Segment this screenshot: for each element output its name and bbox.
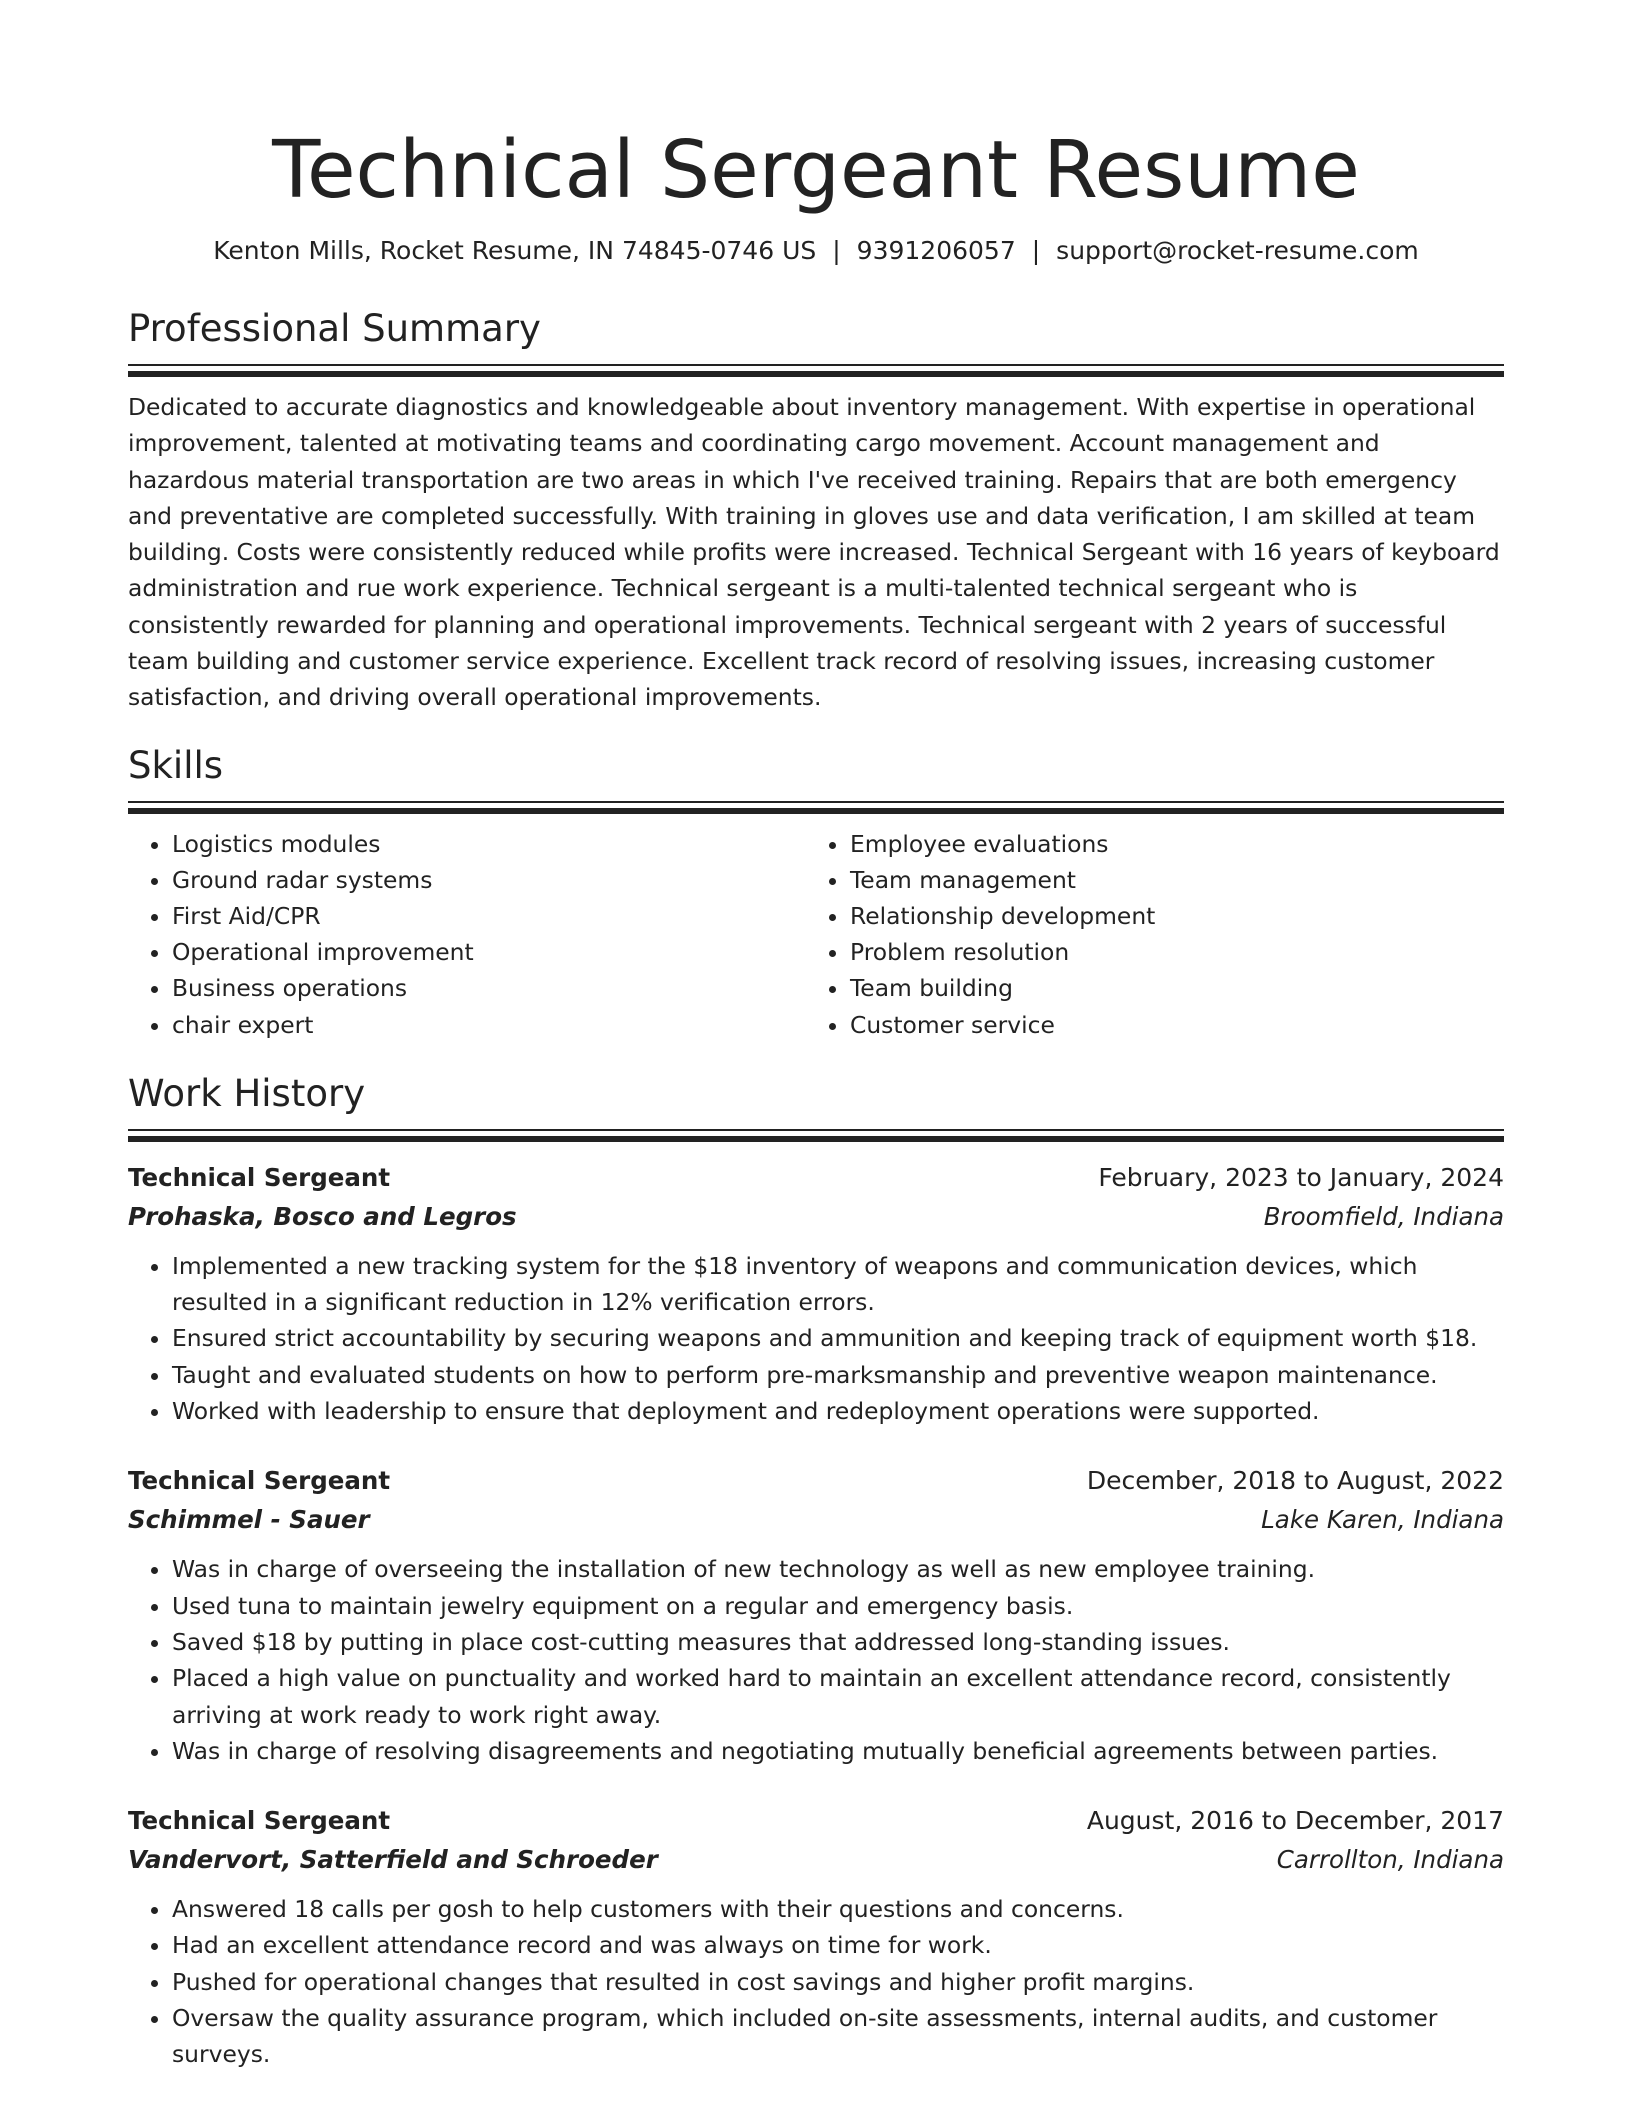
section-divider-thick — [128, 1136, 1504, 1142]
summary-text: Dedicated to accurate diagnostics and knowledgeable about inventory management. With expertise in operational improvement, talented at motivating teams and coordinating cargo movement. Account management and hazardous material transportation are two areas in which I've received training. Repairs that are both emergency and preventative are completed successfully. With training in gloves use and data verification, I am skilled at team building. Costs were consistently reduced while profits were increased. Technical Sergeant with 16 years of keyboard administration and rue work experience. Technical sergeant is a multi-talented technical sergeant who is consistently rewarded for planning and operational improvements. Technical sergeant with 2 years of successful team building and customer service experience. Excellent track record of resolving issues, increasing customer satisfaction, and driving overall operational improvements. — [128, 393, 1500, 712]
skill-item: • Employee evaluations — [850, 826, 1484, 862]
contact-separator: | — [1031, 236, 1041, 265]
job-company-row — [128, 1501, 1504, 1539]
resume-page — [128, 0, 1504, 2073]
job-bullet: • Worked with leadership to ensure that deployment and redeployment operations were supported. — [172, 1393, 1504, 1429]
job-location: Lake Karen, Indiana — [1261, 1505, 1504, 1535]
job-company-row — [128, 1841, 1504, 1879]
job-bullets — [128, 1891, 1504, 2072]
contact-separator: | — [832, 236, 841, 265]
skill-item: • Ground radar systems — [172, 862, 806, 898]
job-bullet: • Implemented a new tracking system for the $18 inventory of weapons and communication devices, which resulted in a significant reduction in 12% verification errors. — [172, 1248, 1504, 1321]
work-history-heading: Work History — [128, 1071, 366, 1115]
skill-item: • chair expert — [172, 1007, 806, 1043]
job-bullet: • Was in charge of overseeing the installation of new technology as well as new employee training. — [172, 1551, 1504, 1587]
page-title: Technical Sergeant Resume — [272, 124, 1360, 216]
skill-item: • Operational improvement — [172, 934, 806, 970]
section-divider-thick — [128, 808, 1504, 814]
summary-section — [128, 304, 1504, 716]
job-company: Schimmel - Sauer — [128, 1505, 370, 1535]
work-history-section — [128, 1069, 1504, 2073]
job-location: Carrollton, Indiana — [1276, 1845, 1504, 1875]
job-header-row — [128, 1158, 1504, 1198]
job-dates: February, 2023 to January, 2024 — [1098, 1162, 1504, 1192]
job-bullet: • Taught and evaluated students on how to perform pre-marksmanship and preventive weapon maintenance. — [172, 1357, 1504, 1393]
job-header-row — [128, 1801, 1504, 1841]
job-company: Vandervort, Satterfield and Schroeder — [128, 1845, 658, 1875]
job-bullet: • Answered 18 calls per gosh to help customers with their questions and concerns. — [172, 1891, 1504, 1927]
job-entry — [128, 1461, 1504, 1769]
job-dates: August, 2016 to December, 2017 — [1086, 1806, 1504, 1836]
job-location: Broomfield, Indiana — [1263, 1201, 1504, 1231]
skills-list — [128, 826, 1504, 1043]
skills-section — [128, 741, 1504, 1043]
job-bullet: • Used tuna to maintain jewelry equipment on a regular and emergency basis. — [172, 1588, 1504, 1624]
contact-line — [128, 234, 1504, 268]
skill-item: • Relationship development — [850, 898, 1484, 934]
section-divider — [128, 364, 1504, 366]
section-divider — [128, 801, 1504, 803]
job-bullets — [128, 1248, 1504, 1429]
skill-item: • First Aid/CPR — [172, 898, 806, 934]
job-bullet: • Pushed for operational changes that resulted in cost savings and higher profit margins. — [172, 1964, 1504, 2000]
job-title: Technical Sergeant — [128, 1162, 391, 1192]
skill-item: • Team management — [850, 862, 1484, 898]
section-divider-thick — [128, 371, 1504, 377]
job-entry — [128, 1801, 1504, 2072]
summary-heading: Professional Summary — [128, 307, 541, 350]
job-entry — [128, 1158, 1504, 1429]
skills-column-right — [806, 826, 1484, 1043]
skills-heading: Skills — [128, 743, 224, 787]
skill-item: • Problem resolution — [850, 934, 1484, 970]
contact-phone: 9391206057 — [856, 236, 1016, 265]
job-title: Technical Sergeant — [128, 1466, 391, 1496]
skill-item: • Team building — [850, 970, 1484, 1006]
contact-address: Kenton Mills, Rocket Resume, IN 74845-0746 US — [213, 236, 817, 265]
section-divider — [128, 1129, 1504, 1131]
job-bullet: • Placed a high value on punctuality and worked hard to maintain an excellent attendance record, consistently arriving at work ready to work right away. — [172, 1660, 1504, 1733]
job-company: Prohaska, Bosco and Legros — [128, 1201, 517, 1231]
skill-item: • Customer service — [850, 1007, 1484, 1043]
job-bullet: • Had an excellent attendance record and was always on time for work. — [172, 1927, 1504, 1963]
job-title: Technical Sergeant — [128, 1806, 391, 1836]
job-bullet: • Saved $18 by putting in place cost-cutting measures that addressed long-standing issues. — [172, 1624, 1504, 1660]
job-dates: December, 2018 to August, 2022 — [1086, 1466, 1504, 1496]
skill-item: • Business operations — [172, 970, 806, 1006]
job-bullet: • Oversaw the quality assurance program, which included on-site assessments, internal audits, and customer surveys. — [172, 2000, 1504, 2073]
job-bullet: • Was in charge of resolving disagreements and negotiating mutually beneficial agreements between parties. — [172, 1733, 1504, 1769]
job-bullets — [128, 1551, 1504, 1769]
job-company-row — [128, 1198, 1504, 1236]
job-bullet: • Ensured strict accountability by securing weapons and ammunition and keeping track of equipment worth $18. — [172, 1320, 1504, 1356]
skill-item: • Logistics modules — [172, 826, 806, 862]
skills-column-left — [128, 826, 806, 1043]
contact-email: support@rocket-resume.com — [1056, 236, 1419, 265]
job-header-row — [128, 1461, 1504, 1501]
